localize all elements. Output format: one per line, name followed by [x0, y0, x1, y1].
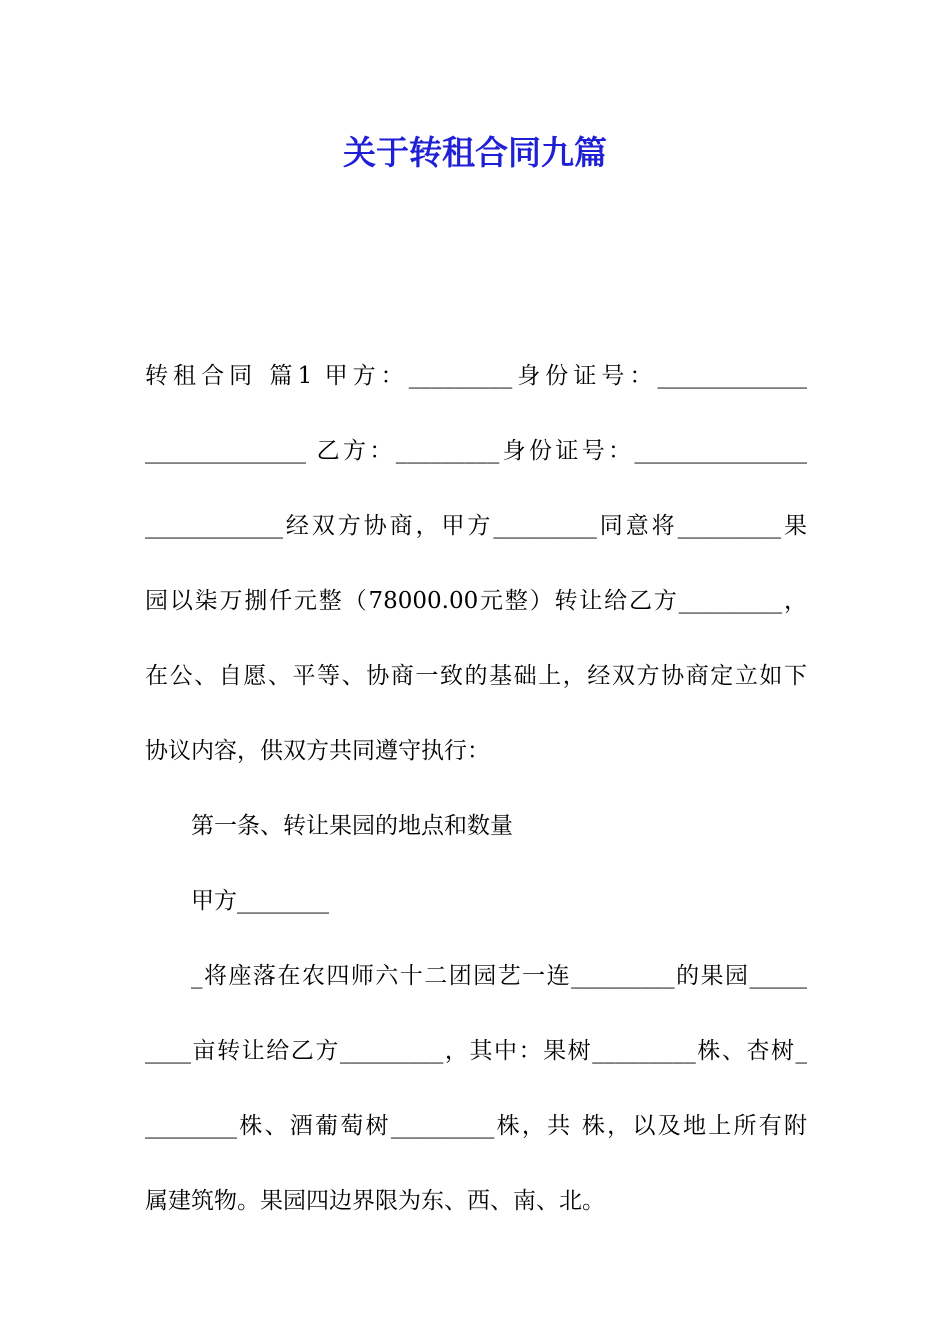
paragraph-line: ______________ 乙方：_________身份证号：_______________ [145, 438, 807, 464]
paragraph-line: 协议内容，供双方共同遵守执行： [145, 738, 490, 764]
paragraph-line: ________株、酒葡萄树_________株，共 株，以及地上所有附 [145, 1113, 807, 1139]
article-heading: 第一条、转让果园的地点和数量 [191, 813, 513, 839]
document-body [145, 339, 807, 1239]
paragraph-line: _将座落在农四师六十二团园艺一连_________的果园_____ [191, 963, 807, 989]
paragraph-line: ____________经双方协商，甲方_________同意将_________果 [145, 513, 807, 539]
paragraph-line: 在公、自愿、平等、协商一致的基础上，经双方协商定立如下 [145, 663, 807, 689]
paragraph-line: 属建筑物。果园四边界限为东、西、南、北。 [145, 1188, 605, 1214]
paragraph-line: 甲方________ [191, 888, 329, 914]
paragraph-line: 转租合同 篇1 甲方：_________身份证号：_____________ [145, 363, 807, 389]
paragraph-line: ____亩转让给乙方_________，其中：果树_________株、杏树_ [145, 1038, 807, 1064]
document-title: 关于转租合同九篇 [343, 133, 607, 172]
paragraph-line: 园以柒万捌仟元整（78000.00元整）转让给乙方_________， [145, 588, 807, 614]
